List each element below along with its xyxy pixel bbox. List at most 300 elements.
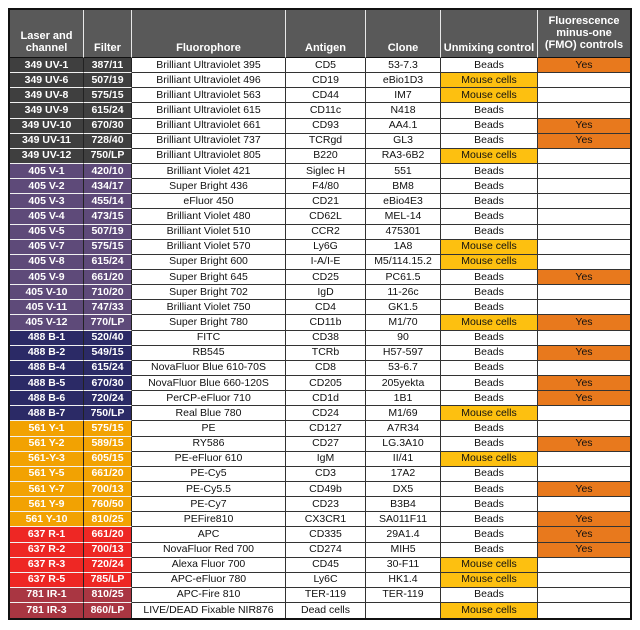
antigen-cell: CD38: [286, 331, 366, 346]
col-header-clone: Clone: [366, 10, 441, 58]
antigen-cell: TCRb: [286, 346, 366, 361]
filter-cell: 770/LP: [84, 315, 132, 330]
channel-cell: 637 R-5: [10, 573, 84, 588]
antigen-cell: B220: [286, 149, 366, 164]
table-row: [10, 164, 630, 179]
fmo-cell: [538, 240, 630, 255]
channel-cell: 405 V-11: [10, 300, 84, 315]
filter-cell: 700/13: [84, 482, 132, 497]
fmo-cell: [538, 421, 630, 436]
fmo-cell: [538, 225, 630, 240]
clone-cell: SA011F11: [366, 512, 441, 527]
channel-cell: 488 B-1: [10, 331, 84, 346]
filter-cell: 455/14: [84, 194, 132, 209]
clone-cell: [366, 603, 441, 618]
channel-cell: 405 V-9: [10, 270, 84, 285]
fluorophore-cell: PEFire810: [132, 512, 286, 527]
clone-cell: eBio1D3: [366, 73, 441, 88]
antigen-cell: CD274: [286, 543, 366, 558]
unmixing-cell: Mouse cells: [441, 255, 538, 270]
channel-cell: 488 B-7: [10, 406, 84, 421]
fluorophore-cell: Super Bright 702: [132, 285, 286, 300]
table-row: [10, 255, 630, 270]
antigen-cell: CX3CR1: [286, 512, 366, 527]
table-row: [10, 149, 630, 164]
unmixing-cell: Beads: [441, 482, 538, 497]
unmixing-cell: Mouse cells: [441, 452, 538, 467]
fluorophore-cell: Brilliant Ultraviolet 563: [132, 88, 286, 103]
unmixing-cell: Beads: [441, 225, 538, 240]
antigen-cell: CD49b: [286, 482, 366, 497]
filter-cell: 785/LP: [84, 573, 132, 588]
fluorophore-cell: NovaFluor Red 700: [132, 543, 286, 558]
unmixing-cell: Beads: [441, 179, 538, 194]
channel-cell: 405 V-3: [10, 194, 84, 209]
antigen-cell: Siglec H: [286, 164, 366, 179]
clone-cell: 205yekta: [366, 376, 441, 391]
table-row: [10, 285, 630, 300]
filter-cell: 615/24: [84, 361, 132, 376]
filter-cell: 661/20: [84, 467, 132, 482]
filter-cell: 615/24: [84, 103, 132, 118]
fmo-cell: [538, 603, 630, 618]
antigen-cell: CD19: [286, 73, 366, 88]
fluorophore-cell: Super Bright 645: [132, 270, 286, 285]
antigen-cell: CD27: [286, 437, 366, 452]
table-row: [10, 512, 630, 527]
fluorophore-cell: Brilliant Ultraviolet 395: [132, 58, 286, 73]
table-row: [10, 73, 630, 88]
antigen-cell: F4/80: [286, 179, 366, 194]
unmixing-cell: Beads: [441, 194, 538, 209]
filter-cell: 720/24: [84, 558, 132, 573]
channel-cell: 488 B-5: [10, 376, 84, 391]
filter-cell: 670/30: [84, 376, 132, 391]
fmo-cell: [538, 558, 630, 573]
antigen-cell: CD11c: [286, 103, 366, 118]
channel-cell: 349 UV-8: [10, 88, 84, 103]
antigen-cell: CD25: [286, 270, 366, 285]
table-row: [10, 270, 630, 285]
channel-cell: 637 R-3: [10, 558, 84, 573]
antigen-cell: CD44: [286, 88, 366, 103]
filter-cell: 860/LP: [84, 603, 132, 618]
unmixing-cell: Beads: [441, 376, 538, 391]
table-row: [10, 452, 630, 467]
table-row: [10, 527, 630, 542]
unmixing-cell: Beads: [441, 164, 538, 179]
fluorophore-cell: NovaFluor Blue 660-120S: [132, 376, 286, 391]
clone-cell: 17A2: [366, 467, 441, 482]
clone-cell: 30-F11: [366, 558, 441, 573]
unmixing-cell: Beads: [441, 421, 538, 436]
filter-cell: 661/20: [84, 270, 132, 285]
table-row: [10, 482, 630, 497]
col-header-fmo-controls: Fluorescence minus-one (FMO) controls: [538, 10, 630, 58]
filter-cell: 615/24: [84, 255, 132, 270]
clone-cell: M5/114.15.2: [366, 255, 441, 270]
fluorophore-cell: Brilliant Violet 750: [132, 300, 286, 315]
unmixing-cell: Beads: [441, 391, 538, 406]
channel-cell: 488 B-2: [10, 346, 84, 361]
channel-cell: 349 UV-10: [10, 119, 84, 134]
channel-cell: 349 UV-12: [10, 149, 84, 164]
fluorophore-cell: Brilliant Violet 570: [132, 240, 286, 255]
clone-cell: MIH5: [366, 543, 441, 558]
fluorophore-cell: RB545: [132, 346, 286, 361]
filter-cell: 747/33: [84, 300, 132, 315]
fmo-cell: [538, 103, 630, 118]
table-row: [10, 315, 630, 330]
table-row: [10, 603, 630, 618]
fmo-cell: Yes: [538, 527, 630, 542]
fluorophore-cell: FITC: [132, 331, 286, 346]
unmixing-cell: Beads: [441, 497, 538, 512]
channel-cell: 405 V-10: [10, 285, 84, 300]
channel-cell: 405 V-7: [10, 240, 84, 255]
channel-cell: 405 V-4: [10, 209, 84, 224]
fmo-cell: Yes: [538, 134, 630, 149]
clone-cell: 53-6.7: [366, 361, 441, 376]
unmixing-cell: Mouse cells: [441, 603, 538, 618]
channel-cell: 561 Y-10: [10, 512, 84, 527]
fmo-cell: Yes: [538, 482, 630, 497]
fmo-cell: Yes: [538, 543, 630, 558]
fmo-cell: [538, 73, 630, 88]
antigen-cell: CD5: [286, 58, 366, 73]
fmo-cell: Yes: [538, 58, 630, 73]
antigen-cell: TCRgd: [286, 134, 366, 149]
table-row: [10, 225, 630, 240]
unmixing-cell: Beads: [441, 300, 538, 315]
channel-cell: 561 Y-5: [10, 467, 84, 482]
fluorophore-cell: Brilliant Violet 421: [132, 164, 286, 179]
fmo-cell: [538, 573, 630, 588]
unmixing-cell: Beads: [441, 103, 538, 118]
clone-cell: GL3: [366, 134, 441, 149]
antigen-cell: I-A/I-E: [286, 255, 366, 270]
table-row: [10, 467, 630, 482]
unmixing-cell: Beads: [441, 209, 538, 224]
channel-cell: 405 V-8: [10, 255, 84, 270]
fluorophore-cell: Brilliant Violet 510: [132, 225, 286, 240]
unmixing-cell: Beads: [441, 543, 538, 558]
channel-cell: 405 V-5: [10, 225, 84, 240]
table-row: [10, 573, 630, 588]
fmo-cell: [538, 331, 630, 346]
clone-cell: 1A8: [366, 240, 441, 255]
channel-cell: 781 IR-1: [10, 588, 84, 603]
antigen-cell: CD4: [286, 300, 366, 315]
filter-cell: 750/LP: [84, 406, 132, 421]
unmixing-cell: Beads: [441, 331, 538, 346]
fluorophore-cell: APC-eFluor 780: [132, 573, 286, 588]
antigen-cell: Ly6C: [286, 573, 366, 588]
clone-cell: DX5: [366, 482, 441, 497]
filter-cell: 520/40: [84, 331, 132, 346]
antigen-cell: CCR2: [286, 225, 366, 240]
fmo-cell: [538, 406, 630, 421]
clone-cell: RA3-6B2: [366, 149, 441, 164]
fluorophore-cell: Alexa Fluor 700: [132, 558, 286, 573]
fmo-cell: Yes: [538, 391, 630, 406]
fmo-cell: [538, 361, 630, 376]
clone-cell: 11-26c: [366, 285, 441, 300]
filter-cell: 507/19: [84, 73, 132, 88]
filter-cell: 387/11: [84, 58, 132, 73]
unmixing-cell: Mouse cells: [441, 240, 538, 255]
col-header-laser-channel: Laser and channel: [10, 10, 84, 58]
channel-cell: 405 V-1: [10, 164, 84, 179]
fluorophore-cell: Super Bright 436: [132, 179, 286, 194]
channel-cell: 349 UV-9: [10, 103, 84, 118]
fmo-cell: Yes: [538, 119, 630, 134]
filter-cell: 575/15: [84, 88, 132, 103]
channel-cell: 781 IR-3: [10, 603, 84, 618]
fmo-cell: Yes: [538, 315, 630, 330]
channel-cell: 637 R-2: [10, 543, 84, 558]
antigen-cell: CD23: [286, 497, 366, 512]
fmo-cell: [538, 497, 630, 512]
fluorophore-cell: PE-Cy5: [132, 467, 286, 482]
clone-cell: 53-7.3: [366, 58, 441, 73]
table-row: [10, 406, 630, 421]
fmo-cell: [538, 255, 630, 270]
flow-panel-table: [8, 8, 632, 620]
antigen-cell: IgD: [286, 285, 366, 300]
fmo-cell: [538, 300, 630, 315]
channel-cell: 561 Y-2: [10, 437, 84, 452]
table-row: [10, 543, 630, 558]
fluorophore-cell: Brilliant Ultraviolet 496: [132, 73, 286, 88]
filter-cell: 700/13: [84, 543, 132, 558]
fluorophore-cell: APC-Fire 810: [132, 588, 286, 603]
antigen-cell: IgM: [286, 452, 366, 467]
unmixing-cell: Mouse cells: [441, 73, 538, 88]
filter-cell: 549/15: [84, 346, 132, 361]
fmo-cell: [538, 452, 630, 467]
fluorophore-cell: Super Bright 780: [132, 315, 286, 330]
fmo-cell: [538, 285, 630, 300]
filter-cell: 434/17: [84, 179, 132, 194]
unmixing-cell: Mouse cells: [441, 406, 538, 421]
fmo-cell: Yes: [538, 346, 630, 361]
antigen-cell: CD24: [286, 406, 366, 421]
fluorophore-cell: Super Bright 600: [132, 255, 286, 270]
fmo-cell: [538, 88, 630, 103]
fmo-cell: [538, 467, 630, 482]
table-row: [10, 558, 630, 573]
channel-cell: 349 UV-1: [10, 58, 84, 73]
filter-cell: 575/15: [84, 421, 132, 436]
filter-cell: 661/20: [84, 527, 132, 542]
fmo-cell: [538, 194, 630, 209]
fluorophore-cell: NovaFluor Blue 610-70S: [132, 361, 286, 376]
clone-cell: 475301: [366, 225, 441, 240]
unmixing-cell: Mouse cells: [441, 149, 538, 164]
antigen-cell: CD93: [286, 119, 366, 134]
channel-cell: 561 Y-9: [10, 497, 84, 512]
fluorophore-cell: Brilliant Violet 480: [132, 209, 286, 224]
unmixing-cell: Beads: [441, 58, 538, 73]
channel-cell: 405 V-2: [10, 179, 84, 194]
filter-cell: 420/10: [84, 164, 132, 179]
filter-cell: 720/24: [84, 391, 132, 406]
clone-cell: 29A1.4: [366, 527, 441, 542]
filter-cell: 589/15: [84, 437, 132, 452]
filter-cell: 605/15: [84, 452, 132, 467]
clone-cell: B3B4: [366, 497, 441, 512]
fmo-cell: [538, 164, 630, 179]
fluorophore-cell: RY586: [132, 437, 286, 452]
antigen-cell: CD45: [286, 558, 366, 573]
unmixing-cell: Mouse cells: [441, 558, 538, 573]
unmixing-cell: Beads: [441, 285, 538, 300]
table-row: [10, 300, 630, 315]
fluorophore-cell: Brilliant Ultraviolet 737: [132, 134, 286, 149]
channel-cell: 488 B-6: [10, 391, 84, 406]
col-header-unmixing-control: Unmixing control: [441, 10, 538, 58]
antigen-cell: CD62L: [286, 209, 366, 224]
filter-cell: 810/25: [84, 512, 132, 527]
fluorophore-cell: PE-eFluor 610: [132, 452, 286, 467]
filter-cell: 750/LP: [84, 149, 132, 164]
channel-cell: 405 V-12: [10, 315, 84, 330]
channel-cell: 561 Y-1: [10, 421, 84, 436]
channel-cell: 349 UV-11: [10, 134, 84, 149]
fluorophore-cell: PE-Cy5.5: [132, 482, 286, 497]
fmo-cell: [538, 179, 630, 194]
unmixing-cell: Beads: [441, 512, 538, 527]
table-row: [10, 179, 630, 194]
table-row: [10, 331, 630, 346]
filter-cell: 670/30: [84, 119, 132, 134]
unmixing-cell: Mouse cells: [441, 573, 538, 588]
table-row: [10, 376, 630, 391]
table-row: [10, 421, 630, 436]
unmixing-cell: Beads: [441, 134, 538, 149]
filter-cell: 710/20: [84, 285, 132, 300]
fluorophore-cell: PE-Cy7: [132, 497, 286, 512]
antigen-cell: CD127: [286, 421, 366, 436]
filter-cell: 473/15: [84, 209, 132, 224]
channel-cell: 349 UV-6: [10, 73, 84, 88]
fmo-cell: Yes: [538, 437, 630, 452]
clone-cell: M1/69: [366, 406, 441, 421]
table-row: [10, 437, 630, 452]
unmixing-cell: Beads: [441, 346, 538, 361]
antigen-cell: CD21: [286, 194, 366, 209]
fmo-cell: [538, 209, 630, 224]
table-body: [10, 58, 630, 618]
table-row: [10, 119, 630, 134]
clone-cell: AA4.1: [366, 119, 441, 134]
clone-cell: H57-597: [366, 346, 441, 361]
clone-cell: IM7: [366, 88, 441, 103]
clone-cell: LG.3A10: [366, 437, 441, 452]
clone-cell: PC61.5: [366, 270, 441, 285]
antigen-cell: TER-119: [286, 588, 366, 603]
fmo-cell: [538, 149, 630, 164]
fluorophore-cell: PerCP-eFluor 710: [132, 391, 286, 406]
antigen-cell: CD11b: [286, 315, 366, 330]
channel-cell: 561-Y-3: [10, 452, 84, 467]
fmo-cell: Yes: [538, 512, 630, 527]
unmixing-cell: Beads: [441, 437, 538, 452]
clone-cell: HK1.4: [366, 573, 441, 588]
fmo-cell: Yes: [538, 376, 630, 391]
fmo-cell: [538, 588, 630, 603]
unmixing-cell: Beads: [441, 361, 538, 376]
fluorophore-cell: Brilliant Ultraviolet 805: [132, 149, 286, 164]
fluorophore-cell: eFluor 450: [132, 194, 286, 209]
fluorophore-cell: Brilliant Ultraviolet 661: [132, 119, 286, 134]
channel-cell: 561 Y-7: [10, 482, 84, 497]
fmo-cell: Yes: [538, 270, 630, 285]
clone-cell: 90: [366, 331, 441, 346]
table-row: [10, 194, 630, 209]
clone-cell: M1/70: [366, 315, 441, 330]
channel-cell: 488 B-4: [10, 361, 84, 376]
unmixing-cell: Beads: [441, 527, 538, 542]
unmixing-cell: Beads: [441, 588, 538, 603]
filter-cell: 810/25: [84, 588, 132, 603]
col-header-fluorophore: Fluorophore: [132, 10, 286, 58]
table-row: [10, 588, 630, 603]
clone-cell: 551: [366, 164, 441, 179]
antigen-cell: CD205: [286, 376, 366, 391]
unmixing-cell: Beads: [441, 467, 538, 482]
unmixing-cell: Mouse cells: [441, 88, 538, 103]
table-row: [10, 391, 630, 406]
header-row: [10, 10, 630, 58]
clone-cell: eBio4E3: [366, 194, 441, 209]
antigen-cell: CD335: [286, 527, 366, 542]
table-row: [10, 88, 630, 103]
unmixing-cell: Beads: [441, 119, 538, 134]
filter-cell: 760/50: [84, 497, 132, 512]
table-row: [10, 497, 630, 512]
antigen-cell: Dead cells: [286, 603, 366, 618]
clone-cell: BM8: [366, 179, 441, 194]
table-row: [10, 58, 630, 73]
antigen-cell: CD3: [286, 467, 366, 482]
unmixing-cell: Beads: [441, 270, 538, 285]
table-row: [10, 134, 630, 149]
filter-cell: 575/15: [84, 240, 132, 255]
clone-cell: A7R34: [366, 421, 441, 436]
antigen-cell: CD1d: [286, 391, 366, 406]
fluorophore-cell: APC: [132, 527, 286, 542]
table-row: [10, 209, 630, 224]
table-row: [10, 346, 630, 361]
clone-cell: 1B1: [366, 391, 441, 406]
fluorophore-cell: Brilliant Ultraviolet 615: [132, 103, 286, 118]
clone-cell: MEL-14: [366, 209, 441, 224]
filter-cell: 507/19: [84, 225, 132, 240]
clone-cell: II/41: [366, 452, 441, 467]
unmixing-cell: Mouse cells: [441, 315, 538, 330]
col-header-antigen: Antigen: [286, 10, 366, 58]
table-row: [10, 240, 630, 255]
fluorophore-cell: LIVE/DEAD Fixable NIR876: [132, 603, 286, 618]
filter-cell: 728/40: [84, 134, 132, 149]
clone-cell: GK1.5: [366, 300, 441, 315]
clone-cell: TER-119: [366, 588, 441, 603]
channel-cell: 637 R-1: [10, 527, 84, 542]
table-row: [10, 361, 630, 376]
col-header-filter: Filter: [84, 10, 132, 58]
